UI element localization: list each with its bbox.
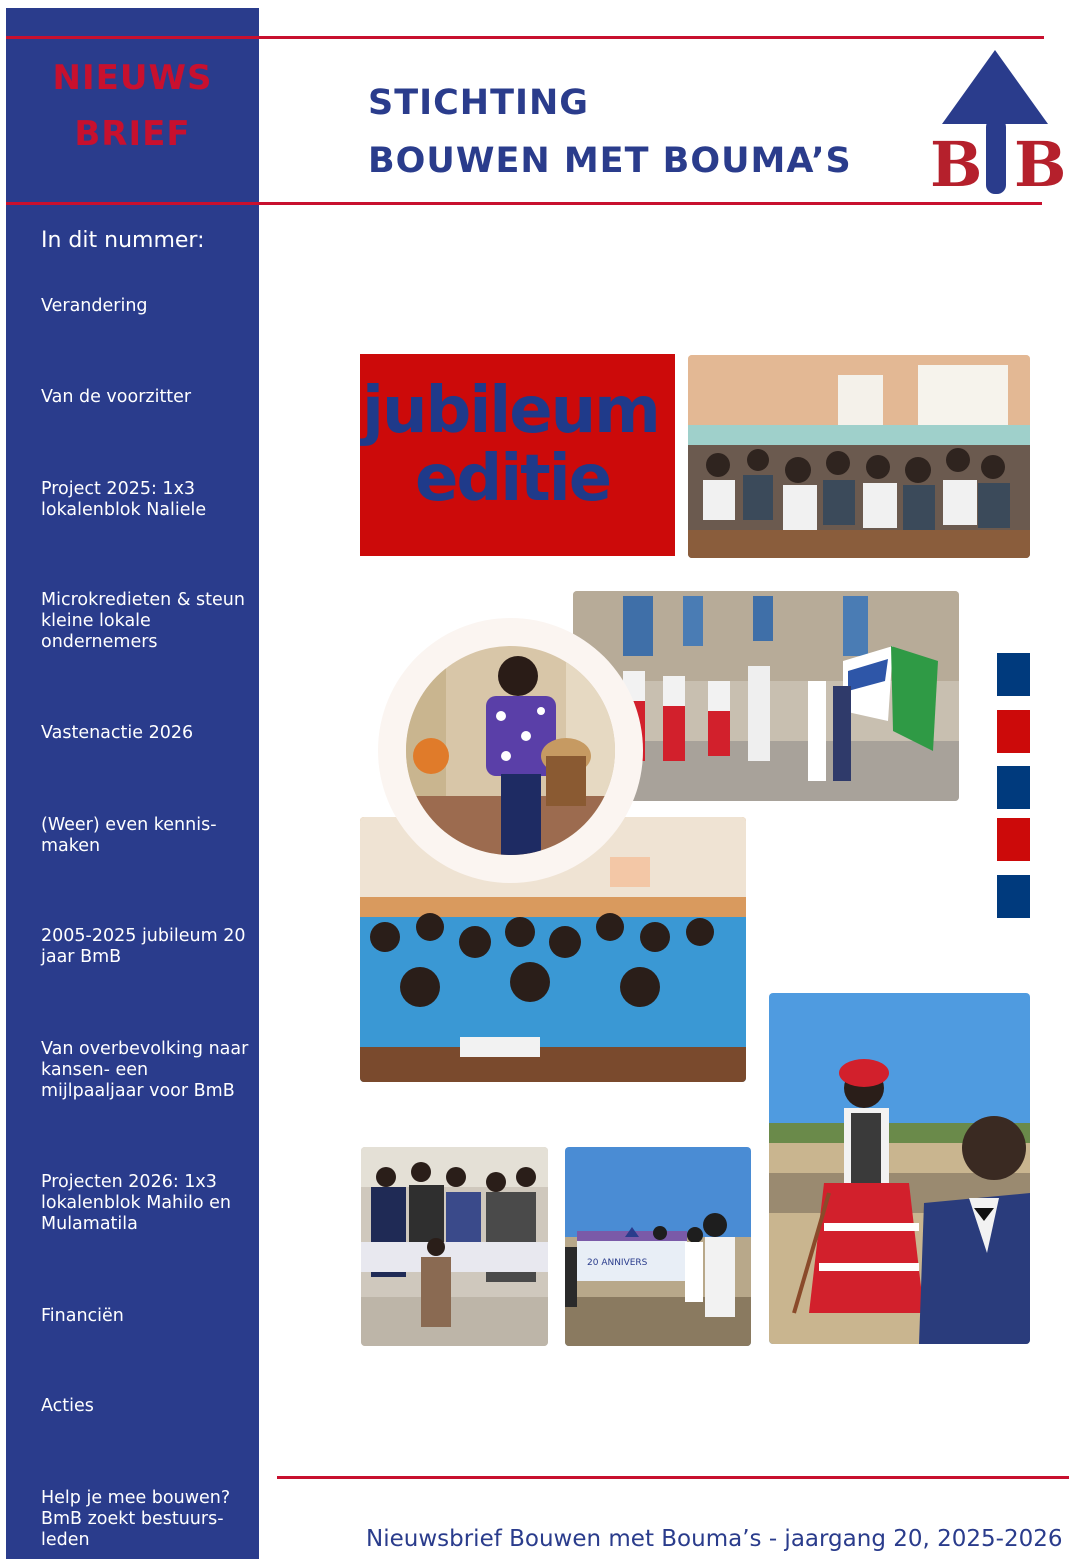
bmb-logo	[928, 46, 1063, 196]
toc-item-projecten-2026[interactable]: Projecten 2026: 1x3 lokalenblok Mahilo en Mulamatila	[41, 1172, 231, 1234]
toc-item-overbevolking[interactable]: Van overbevolking naar kansen- een mijlpaaljaar voor BmB	[41, 1039, 249, 1101]
toc-item-microkredieten[interactable]: Microkredieten & steun kleine lokale ondernemers	[41, 590, 245, 652]
sidebar	[6, 8, 259, 1559]
circular-photo-frame	[378, 618, 643, 883]
photo-drummer	[406, 646, 615, 855]
deco-square-blue-3	[997, 875, 1030, 918]
toc-item-bestuursleden[interactable]: Help je mee bouwen? BmB zoekt bestuurs-leden	[41, 1488, 231, 1550]
svg-text:B: B	[930, 128, 983, 196]
deco-square-blue-1	[997, 653, 1030, 696]
feature-line1: jubileum	[362, 374, 659, 448]
organization-title-line1: STICHTING	[368, 83, 589, 123]
deco-square-blue-2	[997, 766, 1030, 809]
deco-square-red-1	[997, 710, 1030, 753]
toc-heading: In dit nummer:	[41, 228, 205, 253]
toc-item-verandering[interactable]: Verandering	[41, 296, 148, 316]
toc-item-financien[interactable]: Financiën	[41, 1306, 124, 1326]
photo-anniversary-march	[565, 1147, 751, 1346]
toc-item-voorzitter[interactable]: Van de voorzitter	[41, 387, 192, 407]
banner-text: 20 ANNIVERS	[587, 1258, 648, 1268]
masthead-line2: BRIEF	[74, 114, 191, 154]
photo-classroom-uniforms	[688, 355, 1030, 558]
toc-item-jubileum[interactable]: 2005-2025 jubileum 20 jaar BmB	[41, 926, 246, 967]
svg-text:B: B	[1014, 128, 1063, 196]
footer-rule	[277, 1476, 1069, 1479]
masthead-line1: NIEUWS	[52, 58, 213, 98]
organization-title-line2: BOUWEN MET BOUMA’S	[368, 141, 852, 181]
toc-item-acties[interactable]: Acties	[41, 1396, 94, 1416]
toc-item-kennismaken[interactable]: (Weer) even kennis-maken	[41, 815, 217, 856]
toc-item-vastenactie[interactable]: Vastenactie 2026	[41, 723, 194, 743]
toc-item-project-2025[interactable]: Project 2025: 1x3 lokalenblok Naliele	[41, 479, 207, 520]
photo-women-group	[361, 1147, 548, 1346]
header-bottom-rule	[6, 202, 1042, 205]
deco-square-red-2	[997, 818, 1030, 861]
trowel-icon	[928, 46, 1063, 196]
feature-line2: editie	[415, 442, 611, 516]
top-rule	[6, 36, 1044, 39]
organization-title	[368, 74, 852, 190]
jubileum-editie-banner	[360, 354, 675, 556]
photo-dancer-and-boy	[769, 993, 1030, 1344]
footer-text: Nieuwsbrief Bouwen met Bouma’s - jaargang 20, 2025-2026	[366, 1526, 1063, 1552]
